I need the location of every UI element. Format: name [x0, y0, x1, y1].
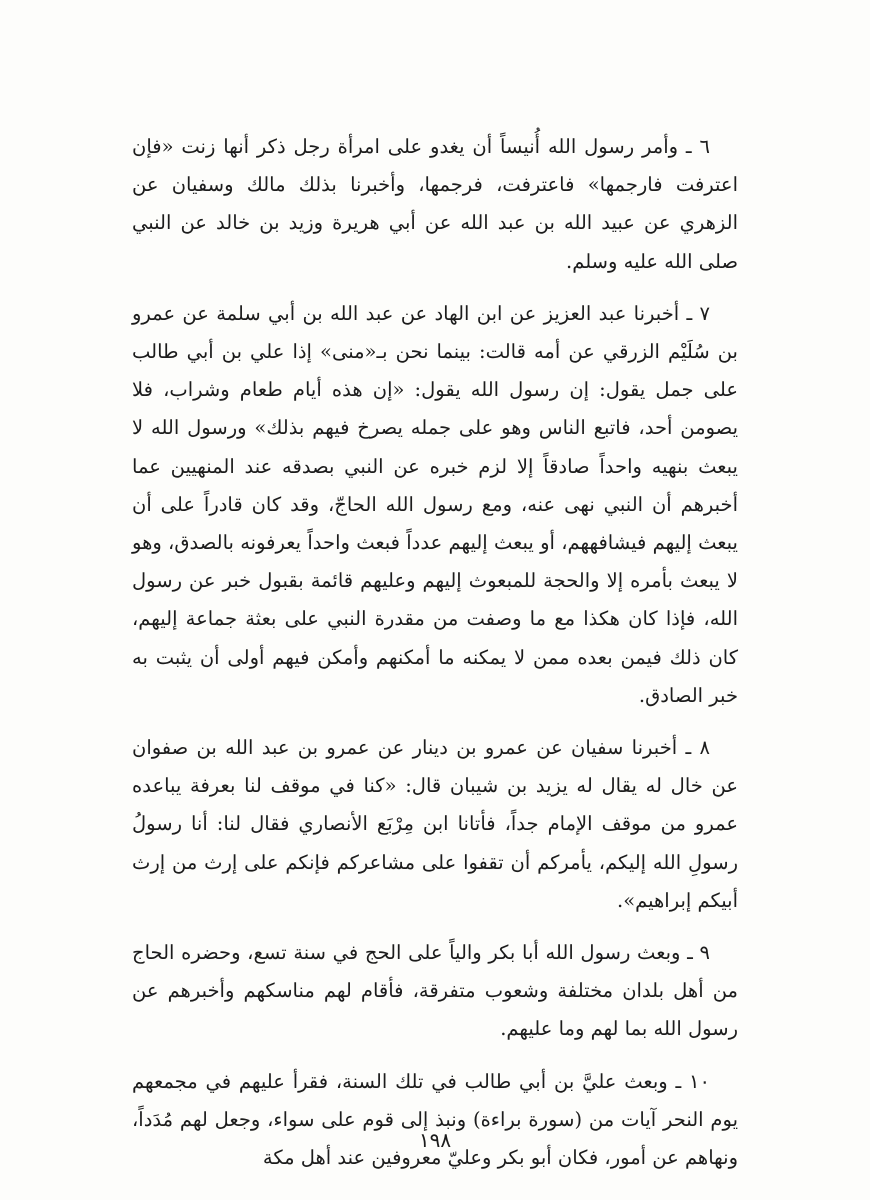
paragraph-10: ١٠ ـ وبعث عليَّ بن أبي طالب في تلك السنة، فقرأ عليهم في مجمعهم يوم النحر آيات من (سورة براءة) ونبذ إلى قوم على سواء، وجعل لهم مُدَداً، ونهاهم عن أمور، فكان أبو بكر وعليّ معروفين عند أهل مكة: [132, 1069, 738, 1170]
page-number: ١٩٨: [418, 1128, 452, 1152]
paragraph-9: ٩ ـ وبعث رسول الله أبا بكر والياً على الحج في سنة تسع، وحضره الحاج من أهل بلدان مختلفة وشعوب متفرقة، فأقام لهم مناسكهم وأخبرهم عن رسول الله بما لهم وما عليهم.: [132, 941, 738, 1041]
paragraph-7: ٧ ـ أخبرنا عبد العزيز عن ابن الهاد عن عبد الله بن أبي سلمة عن عمرو بن سُلَيْم الزرقي عن أمه قالت: بينما نحن بـ«منى» إذا علي بن أبي طالب على جمل يقول: إن رسول الله يقول: «إن هذه أيام طعام وشراب، فلا يصومن أحد، فاتبع الناس وهو على جمله يصرخ فيهم بذلك» ورسول الله لا يبعث بنهيه واحداً صادقاً إلا لزم خبره عن النبي بصدقه عند المنهيين عما أخبرهم أن النبي نهى عنه، ومع رسول الله الحاجّ، وقد كان قادراً على أن يبعث إليهم فيشافههم، أو يبعث إليهم عدداً فبعث واحداً يعرفونه بالصدق، وهو لا يبعث بأمره إلا والحجة للمبعوث إليهم وعليهم قائمة بقبول خبر عن رسول الله، فإذا كان هكذا مع ما وصفت من مقدرة النبي على بعثة جماعة إليهم، كان ذلك فيمن بعده ممن لا يمكنه ما أمكنهم وأمكن فيهم أولى أن يثبت به خبر الصادق.: [132, 301, 738, 707]
paragraph-6: ٦ ـ وأمر رسول الله أُنيساً أن يغدو على امرأة رجل ذكر أنها زنت «فإن اعترفت فارجمها» فاعترفت، فرجمها، وأخبرنا بذلك مالك وسفيان عن الزهري عن عبيد الله بن عبد الله عن أبي هريرة وزيد بن خالد عن النبي صلى الله عليه وسلم.: [132, 135, 738, 273]
paragraph-8: ٨ ـ أخبرنا سفيان عن عمرو بن دينار عن عمرو بن عبد الله بن صفوان عن خال له يقال له يزيد بن شيبان قال: «كنا في موقف لنا بعرفة يباعده عمرو من موقف الإمام جداً، فأتانا ابن مِرْبَع الأنصاري فقال لنا: أنا رسولُ رسولِ الله إليكم، يأمركم أن تقفوا على مشاعركم فإنكم على إرث من إرث أبيكم إبراهيم».: [132, 736, 738, 912]
body-text: [132, 128, 738, 1191]
